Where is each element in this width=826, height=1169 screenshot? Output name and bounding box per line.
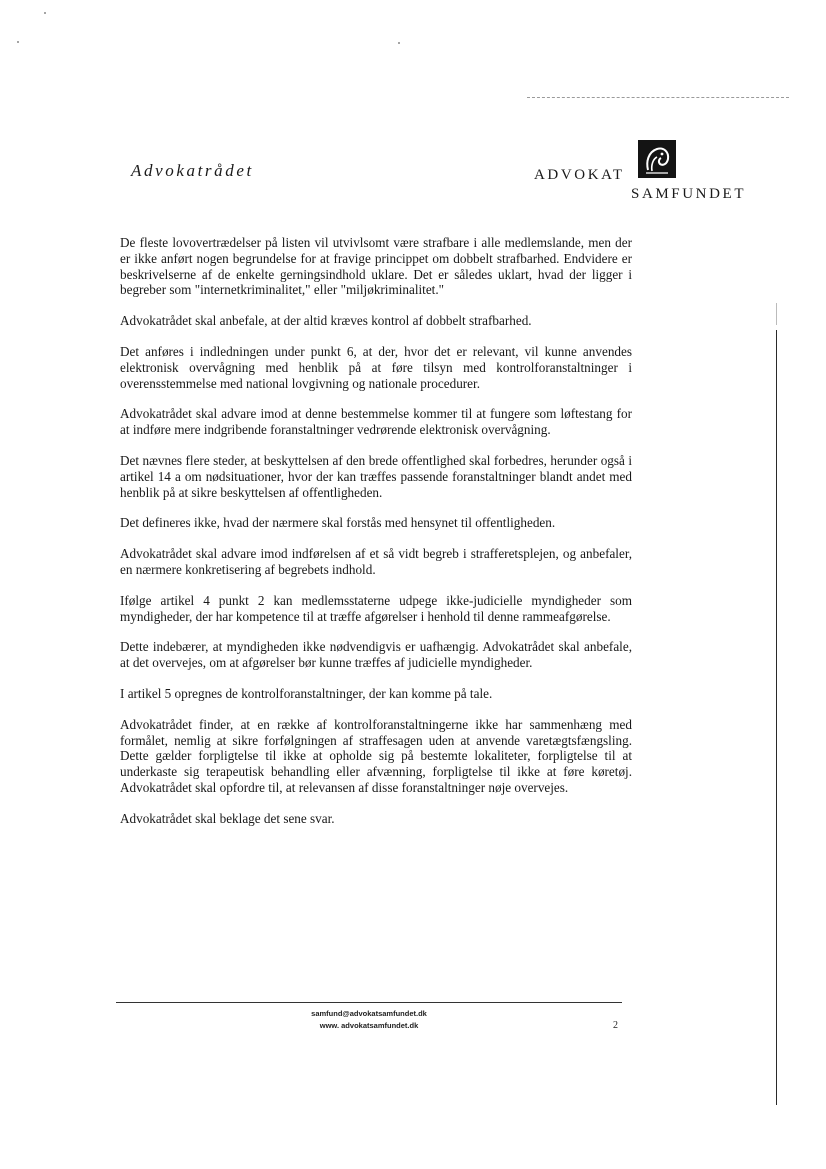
scan-speck xyxy=(44,12,46,14)
logo-word-samfundet: SAMFUNDET xyxy=(631,186,747,202)
scan-edge-line xyxy=(776,330,777,1105)
page-number: 2 xyxy=(613,1020,618,1031)
document-header-title: Advokatrådet xyxy=(131,161,254,180)
paragraph: Advokatrådet finder, at en række af kontrolforanstaltningerne ikke har sammenhæng med formålet, nemlig at sikre forfølgningen af straffesagen uden at anvende varetægtsfængsling. Dette gælder forpligtelse til ikke at opholde sig på bestemte lokaliteter, forpligtelse til at underkaste sig terapeutisk behandling eller afvænning, forpligtelse til ikke at føre køretøj. Advokatrådet skal opfordre til, at relevansen af disse foranstaltninger nøje overvejes. xyxy=(120,716,632,795)
logo-word-advokat: ADVOKAT xyxy=(534,167,625,183)
footer-website: www. advokatsamfundet.dk xyxy=(319,1021,419,1030)
paragraph: Det nævnes flere steder, at beskyttelsen af den brede offentlighed skal forbedres, herunder også i artikel 14 a om nødsituationer, hvor der kan træffes passende foranstaltninger blandt andet med henblik på at sikre beskyttelsen af offentligheden. xyxy=(120,452,632,500)
paragraph: Ifølge artikel 4 punkt 2 kan medlemsstaterne udpege ikke-judicielle myndigheder som myndigheder, der har kompetence til at træffe afgørelser i henhold til denne rammeafgørelse. xyxy=(120,592,632,624)
scan-speck xyxy=(398,42,400,44)
letter-body xyxy=(120,235,632,842)
paragraph: Advokatrådet skal advare imod indførelsen af et så vidt begreb i strafferetsplejen, og anbefaler, en nærmere konkretisering af begrebets indhold. xyxy=(120,546,632,577)
paragraph: Advokatrådet skal advare imod at denne bestemmelse kommer til at fungere som løftestang for at indføre mere indgribende foranstaltninger vedrørende elektronisk overvågning. xyxy=(120,406,632,438)
scan-streak xyxy=(527,97,789,98)
scan-speck xyxy=(17,41,19,43)
paragraph: Det anføres i indledningen under punkt 6, at der, hvor det er relevant, vil kunne anvendes elektronisk overvågning med henblik på at føre tilsyn med kontrolforanstaltninger i overensstemmelse med national lovgivning og nationale procedurer. xyxy=(120,343,632,391)
themis-logo-icon xyxy=(638,140,676,178)
paragraph: Advokatrådet skal beklage det sene svar. xyxy=(120,810,335,826)
paragraph: Dette indebærer, at myndigheden ikke nødvendigvis er uafhængig. Advokatrådet skal anbefale, at det overvejes, om at afgørelser bør kunne træffes af judicielle myndigheder. xyxy=(120,639,632,671)
paragraph: Advokatrådet skal anbefale, at der altid kræves kontrol af dobbelt strafbarhed. xyxy=(120,313,532,329)
paragraph: Det defineres ikke, hvad der nærmere skal forstås med hensynet til offentligheden. xyxy=(120,515,556,531)
advokatsamfundet-logo xyxy=(534,140,764,206)
footer-divider xyxy=(116,1002,622,1003)
paragraph: De fleste lovovertrædelser på listen vil utvivlsomt være strafbare i alle medlemslande, men der er ikke anført nogen begrundelse for at fravige princippet om dobbelt strafbarhed. Endvidere er beskrivelserne af de enkelte gerningsindhold uklare. Det er således uklart, hvad der ligger i begreber som "internetkriminalitet," eller "miljøkriminalitet." xyxy=(120,235,632,298)
footer-email: samfund@advokatsamfundet.dk xyxy=(311,1009,427,1018)
paragraph: I artikel 5 opregnes de kontrolforanstaltninger, der kan komme på tale. xyxy=(120,685,493,701)
scan-edge-line-faint xyxy=(776,303,777,325)
